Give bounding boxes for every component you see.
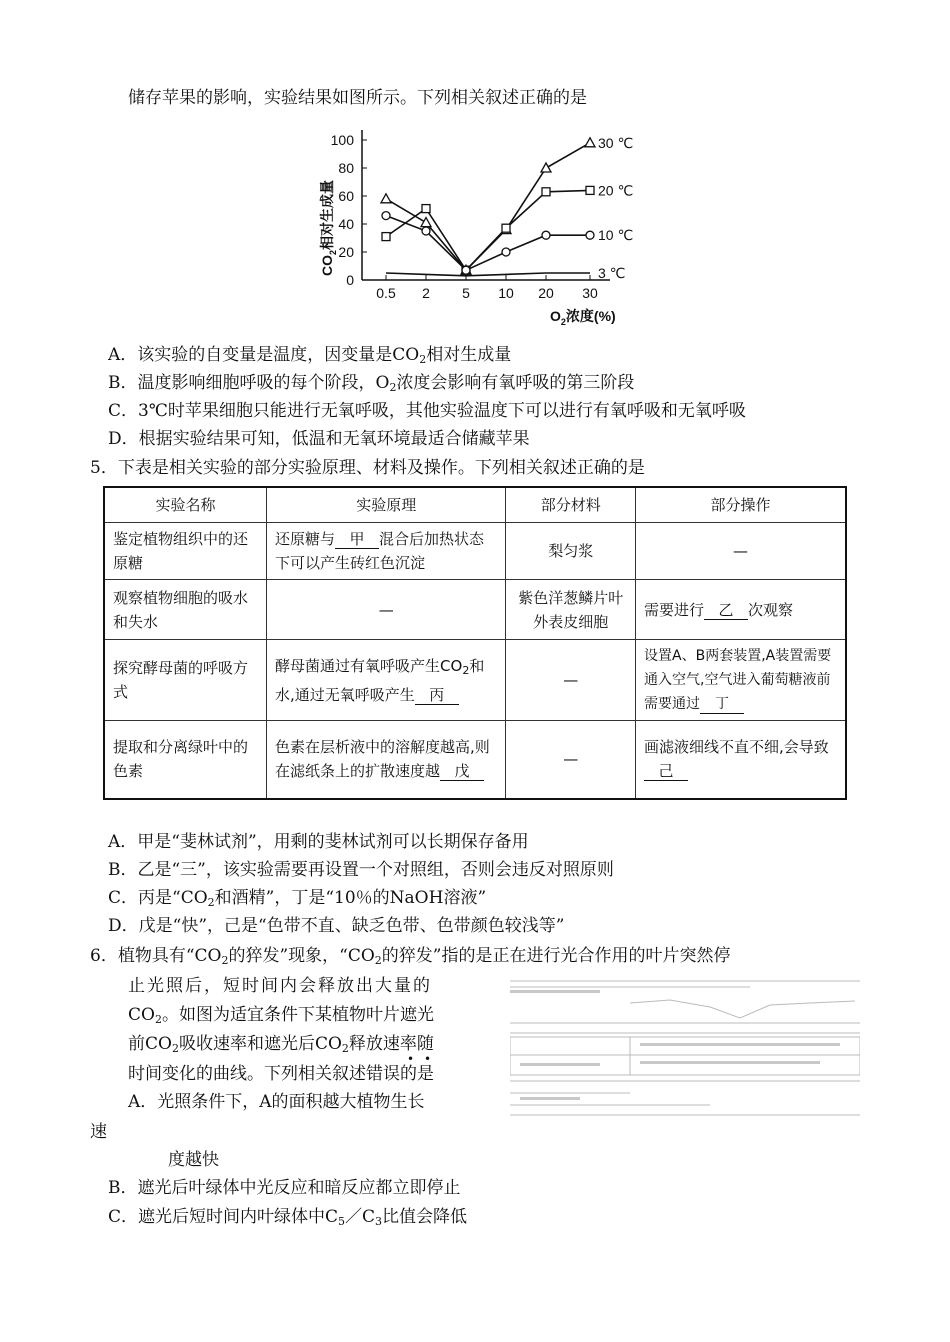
q6-stem-line1: 6．植物具有“$CO_2$的猝发”现象，“$CO_2$的猝发”指的是正在进行光合作用的叶片突然停 [90,946,731,967]
q4-option-a: A．该实验的自变量是温度，因变量是$CO_2$相对生成量 [108,345,512,366]
q6-stem-line4: 前$CO_2$吸收速率和遮光后$CO_2$释放速率随 [128,1034,434,1055]
experiment-material: 梨匀浆 [506,523,636,580]
series-line [386,143,590,270]
table-row [104,580,846,640]
data-point [382,233,390,241]
q4-option-d: D．根据实验结果可知，低温和无氧环境最适合储藏苹果 [108,429,530,449]
data-point [502,248,510,256]
q6-option-a-cont2: 度越快 [168,1150,219,1170]
q6-stem-line2: 止光照后，短时间内会释放出大量的 [128,976,432,996]
data-point [541,163,551,172]
data-point [585,138,595,147]
series-line [386,273,590,276]
table-row [104,721,846,799]
y-axis-label [319,180,338,276]
header-cell: 部分材料 [506,487,636,523]
x-tick-label: 2 [422,285,430,301]
y-tick-label: 60 [338,188,354,204]
data-point [381,194,391,203]
experiment-principle: 酵母菌通过有氧呼吸产生$CO_2$和水,通过无氧呼吸产生 丙 [267,640,506,721]
y-tick-label: 80 [338,160,354,176]
q6-option-c: C．遮光后短时间内叶绿体中$C_5/C_3$比值会降低 [108,1207,468,1228]
data-point [542,188,550,196]
table-row [104,640,846,721]
blank-bing: 丙 [415,686,459,705]
q5-option-a: A．甲是“斐林试剂”，用剩的斐林试剂可以长期保存备用 [108,832,529,852]
q6-option-a-cont: 速 [90,1122,107,1142]
q5-option-c: C．丙是“$CO_2$和酒精”，丁是“10％的NaOH溶液” [108,888,487,909]
x-tick-label: 0.5 [376,285,396,301]
legend-label: 3 ℃ [598,265,626,281]
data-point [422,227,430,235]
q4-option-b: B．温度影响细胞呼吸的每个阶段，$O_2$浓度会影响有氧呼吸的第三阶段 [108,373,635,394]
series-line [386,190,590,270]
x-tick-label: 30 [582,285,598,301]
header-cell: 部分操作 [636,487,846,523]
experiment-name: 鉴定植物组织中的还原糖 [104,523,267,580]
experiment-material: — [506,640,636,721]
experiment-principle: 还原糖与 甲 混合后加热状态下可以产生砖红色沉淀 [267,523,506,580]
q4-option-c: C．3℃时苹果细胞只能进行无氧呼吸，其他实验温度下可以进行有氧呼吸和无氧呼吸 [108,401,746,421]
data-point [382,212,390,220]
q5-option-d: D．戊是“快”，己是“色带不直、缺乏色带、色带颜色较浅等” [108,916,565,936]
q6-figure-faint [510,975,860,1120]
blank-yi: 乙 [704,601,748,620]
x-tick-label: 5 [462,285,470,301]
emphasis-dot: • [407,1052,415,1066]
emphasis-dot: • [424,1052,432,1066]
blank-jia: 甲 [335,530,379,549]
co2-line-chart [310,118,650,330]
data-point [421,218,431,227]
series-circle [382,212,633,275]
svg-text:O2浓度(%): $O_2$浓度(%) [550,308,616,327]
experiment-principle: 色素在层析液中的溶解度越高,则在滤纸条上的扩散速度越 戊 [267,721,506,799]
blank-wu: 戊 [440,762,484,781]
experiment-material: — [506,721,636,799]
experiment-table [103,486,847,800]
data-point [502,224,510,232]
q6-option-b: B．遮光后叶绿体中光反应和暗反应都立即停止 [108,1178,461,1198]
q5-option-b: B．乙是“三”，该实验需要再设置一个对照组，否则会违反对照原则 [108,860,614,880]
blank-ding: 丁 [700,695,744,714]
q6-stem-line5: 时间变化的曲线。下列相关叙述错误的是 [128,1064,434,1084]
experiment-operation: — [636,523,846,580]
x-tick-label: 20 [538,285,554,301]
series-line [386,216,590,271]
svg-text:CO2相对生成量: $CO_2$相对生成量 [319,179,338,277]
y-tick-label: 100 [330,132,354,148]
experiment-name: 探究酵母菌的呼吸方式 [104,640,267,721]
data-point [586,186,594,194]
q5-stem: 5．下表是相关实验的部分实验原理、材料及操作。下列相关叙述正确的是 [90,458,645,478]
experiment-operation: 需要进行 乙 次观察 [636,580,846,640]
experiment-name: 提取和分离绿叶中的色素 [104,721,267,799]
data-point [586,231,594,239]
x-tick-label: 10 [498,285,514,301]
data-point [422,205,430,213]
q6-stem-line3: $CO_2$。如图为适宜条件下某植物叶片遮光 [128,1005,434,1026]
y-tick-label: 20 [338,244,354,260]
legend-label: 10 ℃ [598,227,634,244]
experiment-principle: — [267,580,506,640]
y-tick-label: 0 [346,272,354,288]
table-row [104,523,846,580]
x-axis-label [550,308,616,327]
blank-ji: 己 [644,762,688,781]
y-tick-label: 40 [338,216,354,232]
experiment-name: 观察植物细胞的吸水和失水 [104,580,267,640]
q6-option-a: A．光照条件下，A的面积越大植物生长 [128,1092,425,1112]
data-point [462,266,470,274]
experiment-operation: 画滤液细线不直不细,会导致己 [636,721,846,799]
header-cell: 实验原理 [267,487,506,523]
data-point [542,231,550,239]
experiment-operation: 设置A、B两套装置,A装置需要通入空气,空气进入葡萄糖液前需要通过 丁 [636,640,846,721]
legend-label: 20 ℃ [598,182,634,199]
table-header-row [104,487,846,523]
legend-label: 30 ℃ [598,134,634,151]
question-intro: 储存苹果的影响，实验结果如图所示。下列相关叙述正确的是 [128,88,587,108]
header-cell: 实验名称 [104,487,267,523]
experiment-material: 紫色洋葱鳞片叶外表皮细胞 [506,580,636,640]
